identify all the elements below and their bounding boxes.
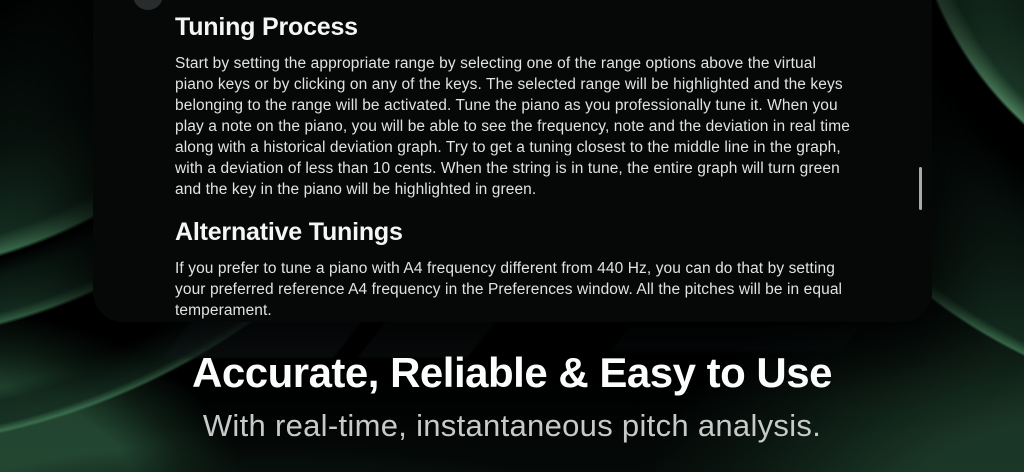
section-heading-tuning-process: Tuning Process [175, 13, 358, 41]
hero-title: Accurate, Reliable & Easy to Use [192, 349, 832, 396]
cutoff-circle-decoration [133, 0, 163, 10]
help-panel[interactable] [93, 0, 932, 322]
section-body-alternative-tunings: If you prefer to tune a piano with A4 frequency different from 440 Hz, you can do that by setting your preferred reference A4 frequency in the Preferences window. All the pitches will be in equal temperament. [175, 260, 843, 319]
hero-section [0, 350, 1024, 444]
section-heading-alternative-tunings: Alternative Tunings [175, 218, 403, 246]
scrollbar-thumb[interactable] [919, 167, 922, 210]
hero-subtitle: With real-time, instantaneous pitch analysis. [202, 408, 822, 444]
section-body-tuning-process: Start by setting the appropriate range by selecting one of the range options above the virtual piano keys or by clicking on any of the keys. The selected range will be highlighted and the keys belonging to the range will be activated. Tune the piano as you professionally tune it. When you play a note on the piano, you will be able to see the frequency, note and the deviation in real time along with a historical deviation graph. Try to get a tuning closest to the middle line in the graph, with a deviation of less than 10 cents. When the string is in tune, the entire graph will turn green and the key in the piano will be highlighted in green. [175, 55, 850, 198]
help-panel-content [175, 12, 851, 322]
